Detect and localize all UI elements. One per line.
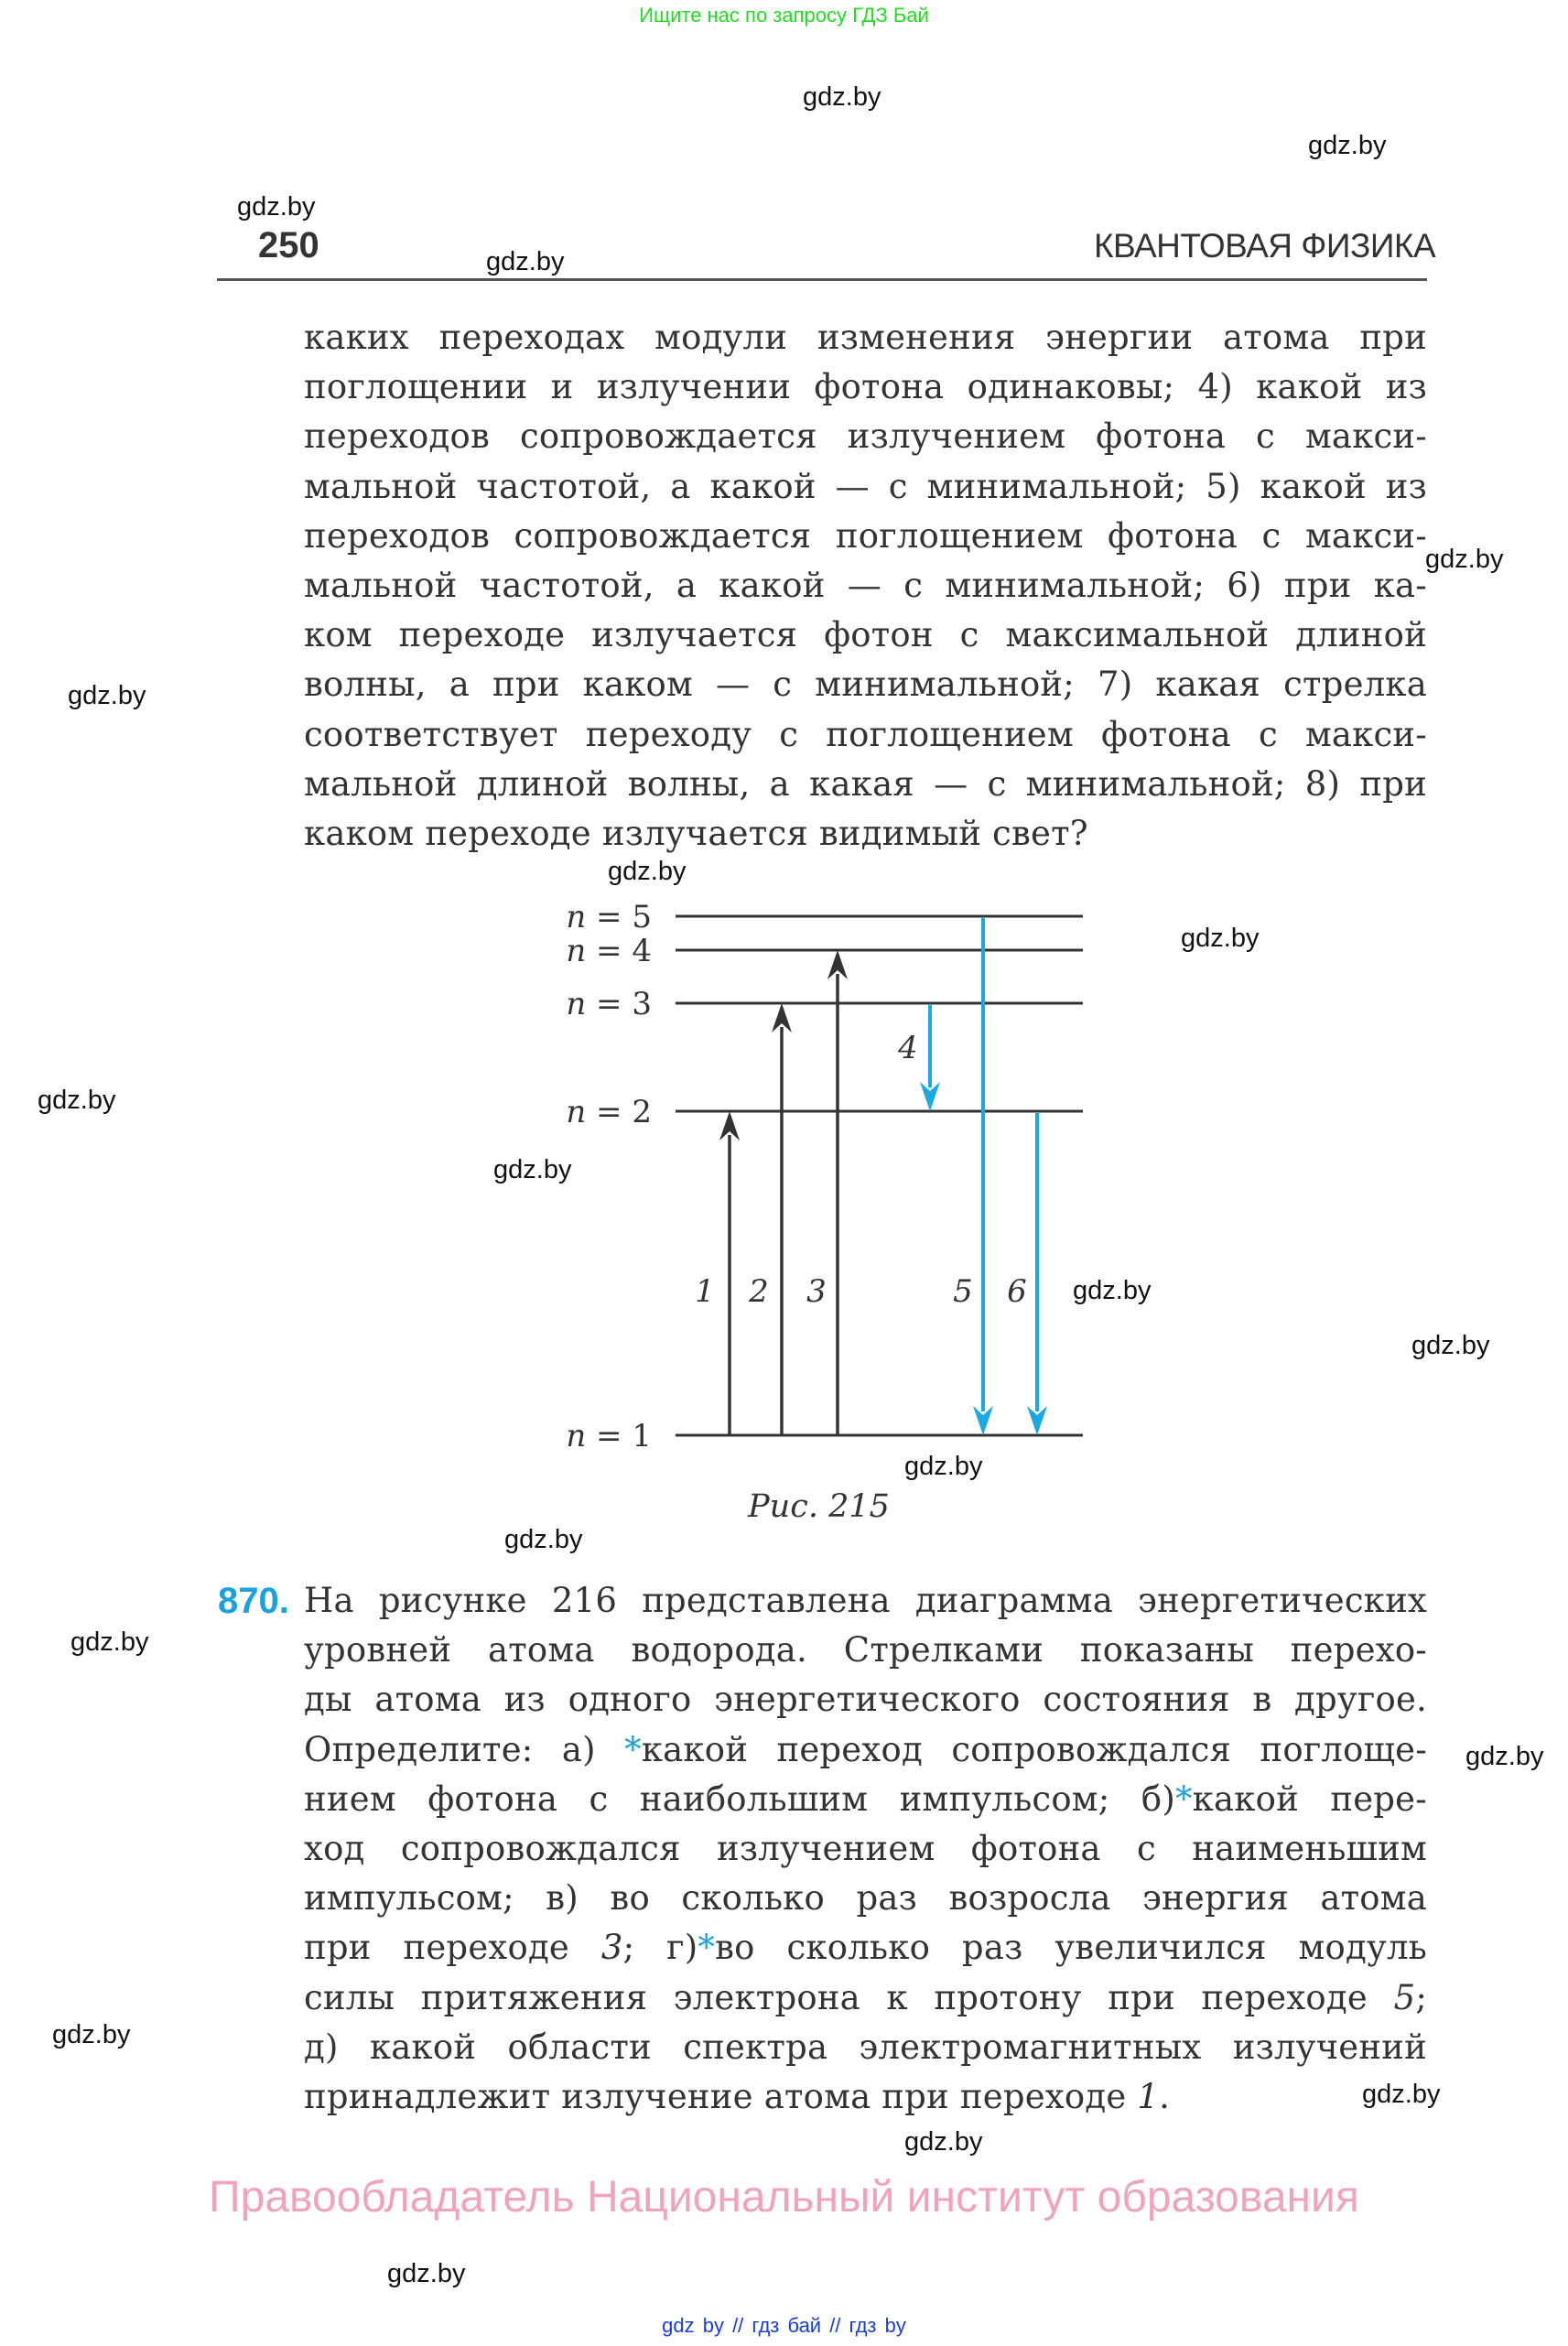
text-line — [304, 1725, 1427, 1775]
text-segment: во сколько раз увеличился модуль — [715, 1928, 1427, 1968]
transition-label: 1 — [695, 1273, 715, 1310]
watermark: gdz.by — [70, 1627, 149, 1657]
asterisk-icon: * — [1174, 1778, 1193, 1819]
energy-level-label: n = 2 — [566, 1094, 652, 1130]
problem-number: 870. — [218, 1581, 289, 1621]
energy-level-label: n = 3 — [566, 986, 652, 1022]
text-segment: уровней атома водорода. Стрелками показаны перехо- — [304, 1630, 1427, 1670]
watermark: gdz.by — [68, 681, 146, 710]
transition-arrow-6 — [1007, 1113, 1047, 1435]
watermark: gdz.by — [504, 1525, 583, 1554]
text-segment: Определите: а) — [304, 1729, 625, 1769]
text-line: соответствует переходу с поглощением фотона с макси- — [304, 714, 1427, 754]
watermark: gdz.by — [52, 2020, 131, 2049]
copyright-notice: Правообладатель Национальный институт образования — [209, 2173, 1359, 2222]
text-line — [304, 1626, 1427, 1675]
watermark: gdz.by — [1362, 2080, 1441, 2109]
transition-label: 5 — [953, 1273, 973, 1310]
transition-arrow-2 — [748, 1003, 792, 1435]
transition-label: 3 — [806, 1273, 827, 1310]
watermark: gdz.by — [387, 2259, 466, 2288]
watermark: gdz.by — [1425, 545, 1504, 574]
text-line — [304, 1973, 1427, 2023]
text-line — [304, 1824, 1427, 1874]
text-segment: нием фотона с наибольшим импульсом; б) — [304, 1778, 1175, 1819]
text-line: мальной частотой, а какой — с минимальной; 5) какой из — [304, 466, 1427, 506]
text-line — [304, 1576, 1427, 1626]
text-line: поглощении и излучении фотона одинаковы; 4) какой из — [304, 367, 1427, 407]
transition-label: 4 — [898, 1030, 918, 1066]
text-line — [304, 1675, 1427, 1724]
transition-arrow-1 — [695, 1111, 740, 1435]
text-line — [304, 1775, 1427, 1824]
search-banner: Ищите нас по запросу ГДЗ Бай — [639, 4, 929, 27]
watermark: gdz.by — [803, 82, 881, 112]
text-line — [304, 1874, 1427, 1923]
watermark: gdz.by — [1181, 924, 1260, 953]
text-segment: д) какой области спектра электромагнитных излучений — [304, 2027, 1427, 2067]
footer-links[interactable]: gdz by // гдз бай // гдз by — [662, 2314, 906, 2337]
text-line: ком переходе излучается фотон с максимальной длиной — [304, 615, 1427, 655]
text-line: переходов сопровождается излучением фотона с макси- — [304, 416, 1427, 457]
text-segment: импульсом; в) во сколько раз возросла энергия атома — [304, 1878, 1427, 1919]
watermark: gdz.by — [493, 1155, 572, 1184]
text-line — [304, 2023, 1427, 2072]
transition-arrow-5 — [953, 918, 993, 1435]
transition-label: 2 — [749, 1273, 769, 1310]
text-line — [304, 2072, 1427, 2122]
page-number: 250 — [258, 225, 319, 265]
energy-level-label: n = 4 — [566, 933, 652, 969]
text-segment: какой переход сопровождался поглоще- — [641, 1729, 1427, 1769]
transition-ref: 5 — [1393, 1977, 1416, 2017]
text-line — [304, 1923, 1427, 1973]
text-segment: . — [1159, 2077, 1171, 2117]
text-segment: ; — [1415, 1977, 1427, 2017]
text-line: волны, а при каком — с минимальной; 7) какая стрелка — [304, 665, 1427, 705]
text-segment: ход сопровождался излучением фотона с наименьшим — [304, 1829, 1427, 1869]
text-segment: ; г) — [622, 1928, 698, 1968]
chapter-title: КВАНТОВАЯ ФИЗИКА — [1094, 227, 1436, 265]
text-segment: принадлежит излучение атома при переходе — [304, 2077, 1138, 2117]
text-line: мальной длиной волны, а какая — с минимальной; 8) при — [304, 763, 1427, 804]
watermark: gdz.by — [1073, 1276, 1152, 1305]
text-segment: На рисунке 216 представлена диаграмма энергетических — [304, 1581, 1427, 1620]
figure-caption: Рис. 215 — [748, 1488, 890, 1525]
text-segment: силы притяжения электрона к протону при переходе — [304, 1977, 1394, 2017]
energy-level-label: n = 1 — [566, 1418, 652, 1454]
transition-arrow-4 — [897, 1005, 940, 1111]
transition-arrow-3 — [806, 950, 848, 1435]
transition-ref: 3 — [600, 1928, 623, 1968]
watermark: gdz.by — [1411, 1331, 1490, 1360]
watermark: gdz.by — [486, 247, 565, 276]
text-line: каком переходе излучается видимый свет? — [304, 814, 1088, 854]
watermark: gdz.by — [1308, 131, 1387, 160]
watermark: gdz.by — [1465, 1742, 1544, 1771]
transition-label: 6 — [1007, 1273, 1027, 1310]
transition-ref: 1 — [1137, 2077, 1160, 2117]
text-segment: какой пере- — [1192, 1778, 1427, 1819]
text-segment: при переходе — [304, 1928, 601, 1968]
problem-870-text — [304, 1576, 1427, 2122]
energy-level-label: n = 5 — [566, 899, 652, 935]
watermark: gdz.by — [904, 1452, 983, 1481]
watermark: gdz.by — [608, 857, 687, 886]
watermark: gdz.by — [237, 192, 316, 222]
text-line: каких переходах модули изменения энергии атома при — [304, 318, 1427, 357]
watermark: gdz.by — [38, 1086, 116, 1115]
text-line: переходов сопровождается поглощением фотона с макси- — [304, 515, 1427, 556]
asterisk-icon: * — [624, 1729, 642, 1769]
asterisk-icon: * — [697, 1928, 716, 1968]
watermark: gdz.by — [904, 2127, 983, 2157]
text-segment: ды атома из одного энергетического состояния в другое. — [304, 1680, 1427, 1720]
text-line: мальной частотой, а какой — с минимальной; 6) при ка- — [304, 566, 1427, 606]
